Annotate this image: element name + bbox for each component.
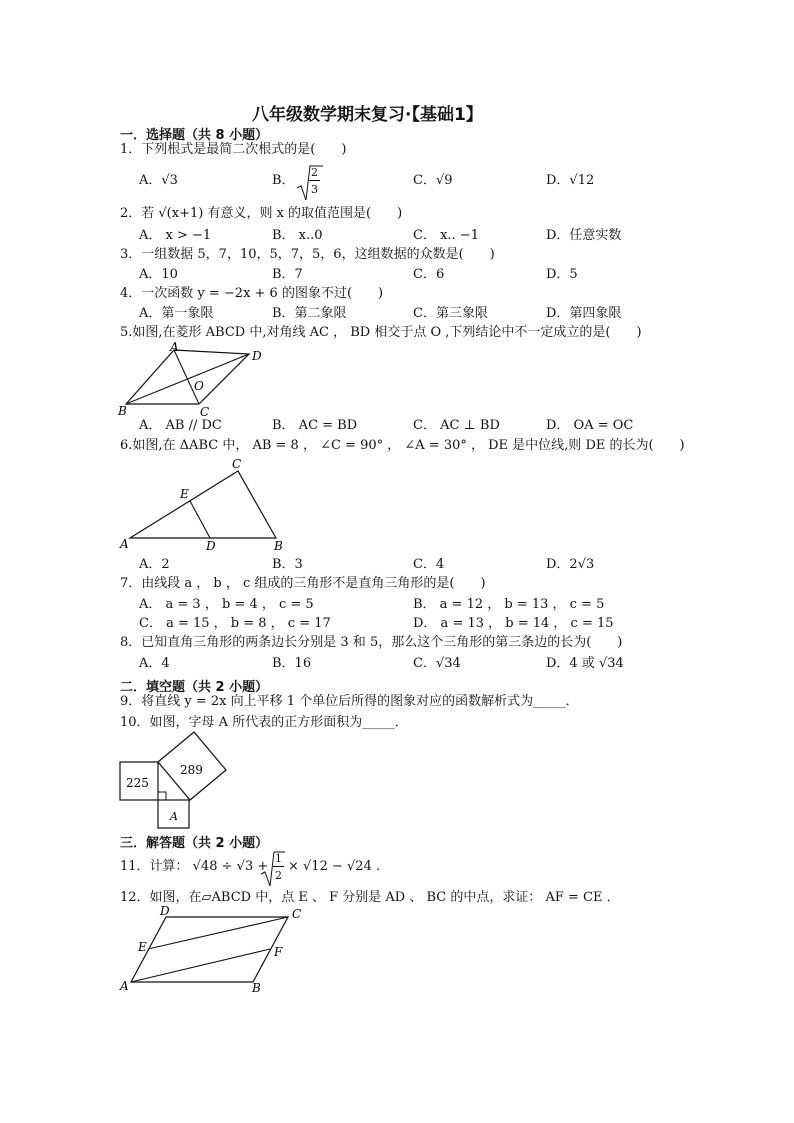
q6-label-b: B	[274, 539, 283, 553]
q8-option-c: C．√34	[413, 656, 461, 671]
q6-option-a: A．2	[139, 557, 170, 572]
q5-rhombus	[126, 350, 249, 404]
q7-option-b: B． a = 12 ， b = 13 ， c = 5	[413, 597, 605, 612]
q1-option-b-fraction-bar	[309, 180, 320, 181]
q12-label-a: A	[120, 979, 129, 993]
q5-stem: 5.如图,在菱形 ABCD 中,对角线 AC ， BD 相交于点 O ,下列结论中不一定成立的是( )	[120, 325, 642, 340]
q6-option-d: D．2√3	[546, 557, 595, 572]
q10-squares-figure	[116, 730, 236, 830]
q6-label-a: A	[120, 537, 129, 551]
q1-option-b-numerator: 2	[311, 166, 318, 179]
q5-label-a: A	[170, 340, 179, 354]
q12-parallelogram	[131, 917, 288, 982]
q4-option-a: A．第一象限	[139, 306, 214, 321]
q12-label-e: E	[138, 940, 147, 954]
q3-option-d: D．5	[546, 267, 578, 282]
q1-option-c: C．√9	[413, 173, 453, 188]
q1-stem: 1．下列根式是最简二次根式的是( )	[120, 142, 347, 157]
q1-option-a: A．√3	[139, 173, 178, 188]
q10-right-angle-mark	[158, 792, 166, 800]
q6-triangle-figure	[114, 454, 294, 554]
q10-label-a: A	[170, 810, 178, 823]
q5-option-b: B． AC = BD	[272, 418, 358, 433]
q2-stem: 2．若 √(x+1) 有意义，则 x 的取值范围是( )	[120, 206, 403, 221]
q11-denominator: 2	[275, 869, 282, 882]
q11-fraction-bar	[273, 866, 284, 867]
q12-parallelogram-figure	[114, 902, 304, 997]
q2-option-a: A． x > −1	[139, 228, 212, 243]
q7-option-a: A． a = 3 ， b = 4 ， c = 5	[139, 597, 314, 612]
q11-numerator: 1	[275, 852, 282, 865]
q12-stem: 12．如图，在▱ABCD 中，点 E 、 F 分别是 AD 、 BC 的中点，求证： AF = CE ．	[120, 890, 620, 905]
q9-stem: 9．将直线 y = 2x 向上平移 1 个单位后所得的图象对应的函数解析式为_____．	[120, 694, 579, 709]
q1-option-d: D．√12	[546, 173, 595, 188]
q2-option-c: C． x.. −1	[413, 228, 479, 243]
q4-option-b: B．第二象限	[272, 306, 347, 321]
section-heading-choice: 一．选择题（共 8 小题）	[120, 128, 269, 143]
q3-option-c: C．6	[413, 267, 445, 282]
q11-suffix: × √12 − √24 .	[288, 859, 381, 874]
q3-stem: 3．一组数据 5，7，10，5，7，5，6，这组数据的众数是( )	[120, 247, 495, 262]
q5-option-a: A． AB // DC	[139, 418, 222, 433]
q7-stem: 7．由线段 a ， b ， c 组成的三角形不是直角三角形的是( )	[120, 576, 486, 591]
q10-stem: 10．如图，字母 A 所代表的正方形面积为_____．	[120, 715, 408, 730]
q12-label-f: F	[274, 945, 283, 959]
q4-option-c: C．第三象限	[413, 306, 488, 321]
q6-label-e: E	[180, 487, 189, 501]
q5-label-d: D	[252, 349, 262, 363]
q5-label-b: B	[118, 404, 127, 418]
q3-option-b: B．7	[272, 267, 303, 282]
q5-rhombus-figure	[114, 340, 274, 420]
q5-option-d: D． OA = OC	[546, 418, 634, 433]
q12-label-c: C	[292, 907, 302, 921]
q7-option-d: D． a = 13 ， b = 14 ， c = 15	[413, 616, 614, 631]
q6-option-b: B．3	[272, 557, 303, 572]
q1-option-b-radical	[296, 164, 324, 202]
q8-stem: 8．已知直角三角形的两条边长分别是 3 和 5，那么这个三角形的第三条边的长为( )	[120, 635, 623, 650]
section-heading-solution: 三．解答题（共 2 小题）	[120, 836, 269, 851]
q11-prefix: 11．计算： √48 ÷ √3 +	[120, 859, 269, 874]
q6-label-d: D	[206, 539, 216, 553]
q1-option-b-label: B．	[272, 173, 295, 188]
q10-label-225: 225	[126, 776, 149, 790]
q4-stem: 4．一次函数 y = −2x + 6 的图象不过( )	[120, 286, 384, 301]
q4-option-d: D．第四象限	[546, 306, 622, 321]
q12-segment-af	[131, 949, 270, 982]
q11-radical	[260, 850, 286, 888]
q6-label-c: C	[232, 457, 242, 471]
q5-option-c: C． AC ⊥ BD	[413, 418, 500, 433]
q6-stem: 6.如图,在 ΔABC 中， AB = 8 ， ∠C = 90° ， ∠A = 30° ， DE 是中位线,则 DE 的长为( )	[120, 438, 685, 453]
q2-option-b: B． x..0	[272, 228, 323, 243]
q6-option-c: C．4	[413, 557, 445, 572]
page-title: 八年级数学期末复习·【基础1】	[252, 105, 483, 125]
q5-label-c: C	[200, 405, 210, 419]
q2-option-d: D．任意实数	[546, 228, 622, 243]
q12-label-d: D	[160, 904, 170, 918]
q1-option-b-denominator: 3	[311, 183, 318, 196]
q3-option-a: A．10	[139, 267, 178, 282]
q5-diagonal-bd	[126, 354, 249, 404]
q8-option-a: A．4	[139, 656, 170, 671]
q12-segment-ce	[148, 917, 288, 949]
q8-option-d: D．4 或 √34	[546, 656, 624, 671]
q12-label-b: B	[252, 981, 261, 995]
q8-option-b: B．16	[272, 656, 312, 671]
q7-option-c: C． a = 15 ， b = 8 ， c = 17	[139, 616, 331, 631]
q11-expression	[120, 850, 440, 886]
q5-diagonal-ac	[174, 350, 199, 404]
q10-label-289: 289	[180, 763, 203, 777]
q6-midline-de	[190, 501, 210, 538]
q6-triangle	[130, 471, 276, 538]
q5-label-o: O	[194, 379, 204, 393]
section-heading-fill: 二．填空题（共 2 小题）	[120, 680, 269, 695]
